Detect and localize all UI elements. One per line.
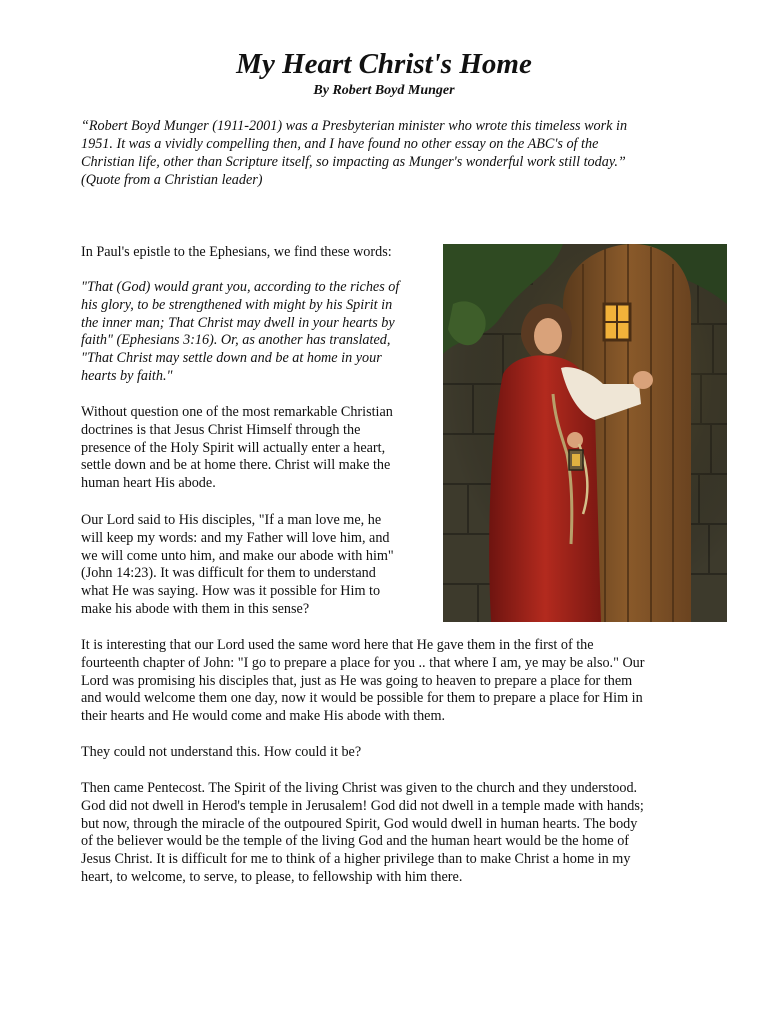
text-line: (John 14:23). It was difficult for them to understand — [81, 565, 376, 582]
body-paragraph-doctrine — [81, 404, 426, 493]
text-line: presence of the Holy Spirit will actually enter a heart, — [81, 439, 386, 456]
text-line: Lord was promising his disciples that, just as He was going to heaven to prepare a place for them — [81, 672, 633, 689]
document-byline: By Robert Boyd Munger — [313, 83, 455, 98]
text-line: Our Lord said to His disciples, "If a man love me, he — [81, 512, 382, 528]
body-paragraph-pentecost — [81, 780, 701, 887]
body-paragraph-prepare-place — [81, 637, 701, 726]
quote-line: (Quote from a Christian leader) — [81, 172, 263, 188]
verse-line: faith" (Ephesians 3:16). Or, as another has translated, — [81, 332, 391, 349]
text-line: Jesus Christ. It is difficult for me to think of a higher privilege than to make Christ a home in my — [81, 851, 631, 868]
christ-at-door-illustration — [443, 244, 727, 622]
verse-line: hearts by faith." — [81, 367, 173, 384]
text-line: will keep my words: and my Father will love him, and — [81, 529, 390, 546]
verse-line: the inner man; That Christ may dwell in your hearts by — [81, 314, 395, 331]
text-line: but now, through the miracle of the outpoured Spirit, God would dwell in human hearts. The body — [81, 815, 638, 832]
text-line: doctrines is that Jesus Christ Himself through the — [81, 421, 361, 438]
text-line: Without question one of the most remarkable Christian — [81, 404, 393, 420]
text-line: heart, to welcome, to serve, to please, to fellowship with him there. — [81, 868, 463, 885]
text-line: fourteenth chapter of John: "I go to prepare a place for you .. that where I am, ye may be also." Our — [81, 654, 645, 671]
body-paragraph-question: They could not understand this. How could it be? — [81, 744, 362, 760]
text-line: human heart His abode. — [81, 475, 216, 492]
verse-line: "That (God) would grant you, according to the riches of — [81, 279, 400, 295]
document-title: My Heart Christ's Home — [236, 48, 532, 80]
text-line: and would welcome them one day, now it would be possible for them to prepare a place for Him in — [81, 690, 643, 707]
leader-quote — [81, 117, 681, 189]
text-line: make his abode with them in this sense? — [81, 600, 310, 617]
text-line: we will come unto him, and make our abode with him" — [81, 547, 394, 564]
quote-line: 1951. It was a vividly compelling then, and I have found no other essay on the ABC's of the — [81, 136, 599, 152]
text-line: their hearts and He would come and make His abode with them. — [81, 708, 446, 725]
verse-line: "That Christ may settle down and be at home in your — [81, 350, 382, 367]
text-line: of the believer would be the temple of the living God and the human heart would be the home of — [81, 833, 630, 850]
quote-line: “Robert Boyd Munger (1911-2001) was a Presbyterian minister who wrote this timeless work in — [81, 118, 628, 134]
text-line: what He was saying. How was it possible for Him to — [81, 583, 381, 600]
text-line: God did not dwell in Herod's temple in Jerusalem! God did not dwell in a temple made with hands; — [81, 797, 644, 814]
quote-line: Christian life, other than Scripture itself, so impacting as Munger's wonderful work still today.” — [81, 154, 626, 170]
intro-paragraph: In Paul's epistle to the Ephesians, we find these words: — [81, 244, 392, 260]
text-line: It is interesting that our Lord used the same word here that He gave them in the first of the — [81, 637, 594, 653]
body-paragraph-john — [81, 512, 426, 619]
ephesians-verse — [81, 279, 426, 386]
verse-line: his glory, to be strengthened with might by his Spirit in — [81, 296, 393, 313]
text-line: Then came Pentecost. The Spirit of the living Christ was given to the church and they understood. — [81, 780, 638, 796]
text-line: settle down and be at home there. Christ will make the — [81, 457, 391, 474]
